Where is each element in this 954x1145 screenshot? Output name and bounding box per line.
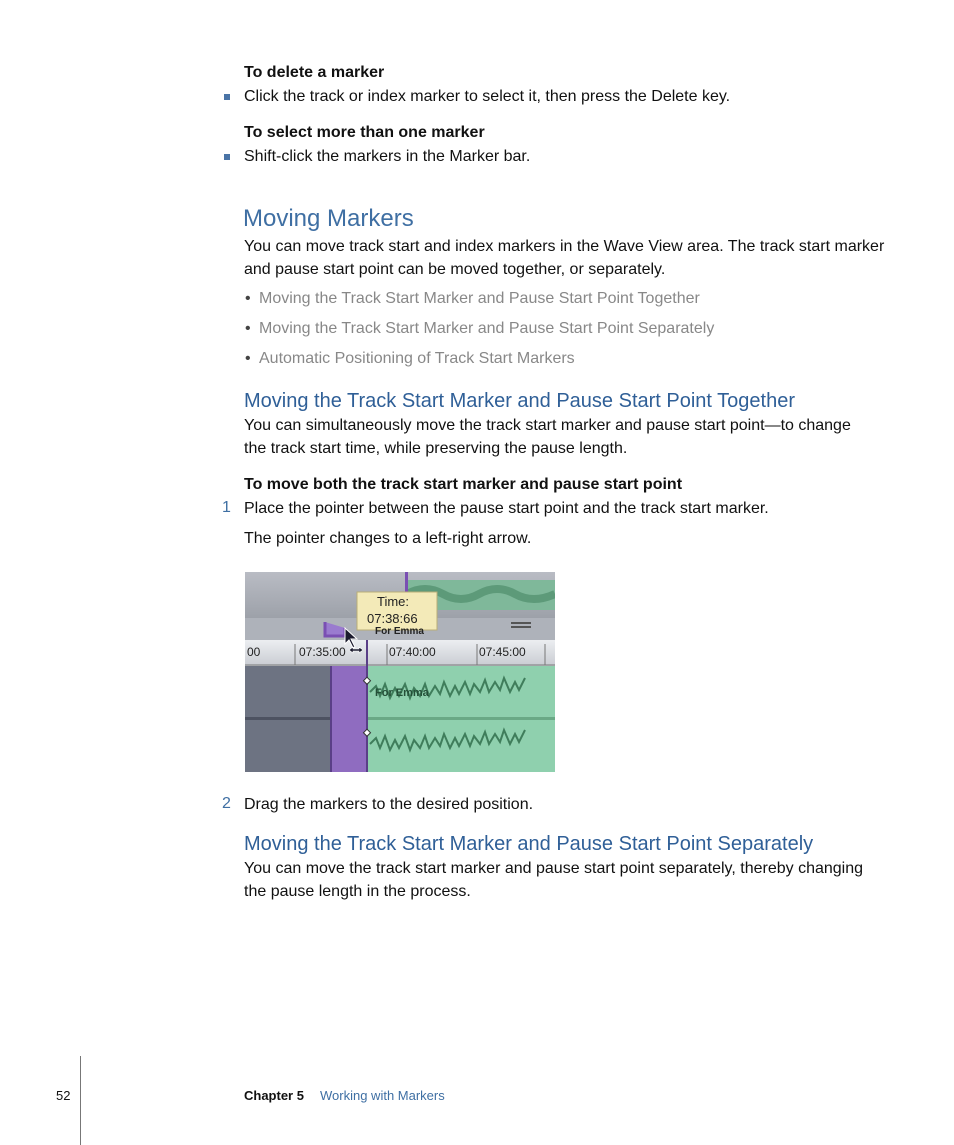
ruler-label: 00 [247, 645, 261, 659]
waveview-illustration [245, 572, 555, 772]
footer-rule [80, 1056, 81, 1145]
ruler-label: 07:45:00 [479, 645, 526, 659]
section-title-moving-markers: Moving Markers [243, 205, 414, 232]
bullet-dot-icon: • [245, 320, 251, 337]
subsection-title-separately: Moving the Track Start Marker and Pause Start Point Separately [244, 833, 814, 855]
step-number-1: 1 [222, 499, 231, 516]
step-delete: Click the track or index marker to select it, then press the Delete key. [244, 88, 731, 105]
moving-intro-line1: You can move track start and index markers in the Wave View area. The track start marker [244, 238, 885, 255]
pause-region [331, 666, 367, 772]
step-number-2: 2 [222, 795, 231, 812]
tooltip-label: Time: [377, 594, 410, 609]
bullet-icon [224, 94, 230, 100]
toc-link-together[interactable]: • Moving the Track Start Marker and Pause Start Point Together [245, 290, 700, 307]
bullet-dot-icon: • [245, 290, 251, 307]
task-heading-select-multiple: To select more than one marker [244, 124, 485, 141]
together-intro-line1: You can simultaneously move the track start marker and pause start point—to change [244, 417, 851, 434]
ruler-label: 07:35:00 [299, 645, 346, 659]
task-heading-delete: To delete a marker [244, 64, 385, 81]
ruler-label: 07:40:00 [389, 645, 436, 659]
marker-screenshot-figure [245, 572, 555, 772]
tooltip-time: 07:38:66 [367, 611, 418, 626]
separately-intro-line2: the pause length in the process. [244, 883, 471, 900]
bullet-icon [224, 154, 230, 160]
step-1: Place the pointer between the pause start point and the track start marker. [244, 500, 769, 517]
task-heading-move-both: To move both the track start marker and pause start point [244, 476, 683, 493]
footer-chapter-title: Working with Markers [320, 1088, 445, 1103]
toc-link-automatic[interactable]: • Automatic Positioning of Track Start Markers [245, 350, 575, 367]
marker-label: For Emma [375, 626, 424, 637]
subsection-title-together: Moving the Track Start Marker and Pause Start Point Together [244, 390, 796, 412]
together-intro-line2: the track start time, while preserving the pause length. [244, 440, 628, 457]
moving-intro-line2: and pause start point can be moved together, or separately. [244, 261, 666, 278]
footer-chapter: Chapter 5 [244, 1088, 304, 1103]
track-label: For Emma [375, 687, 429, 699]
step-2: Drag the markers to the desired position. [244, 796, 534, 813]
step-select-multiple: Shift-click the markers in the Marker bar. [244, 148, 531, 165]
bullet-dot-icon: • [245, 350, 251, 367]
toc-link-separately[interactable]: • Moving the Track Start Marker and Pause Start Point Separately [245, 320, 715, 337]
separately-intro-line1: You can move the track start marker and pause start point separately, thereby changing [244, 860, 864, 877]
step-1-result: The pointer changes to a left-right arrow. [244, 530, 532, 547]
page-number: 52 [56, 1088, 71, 1103]
